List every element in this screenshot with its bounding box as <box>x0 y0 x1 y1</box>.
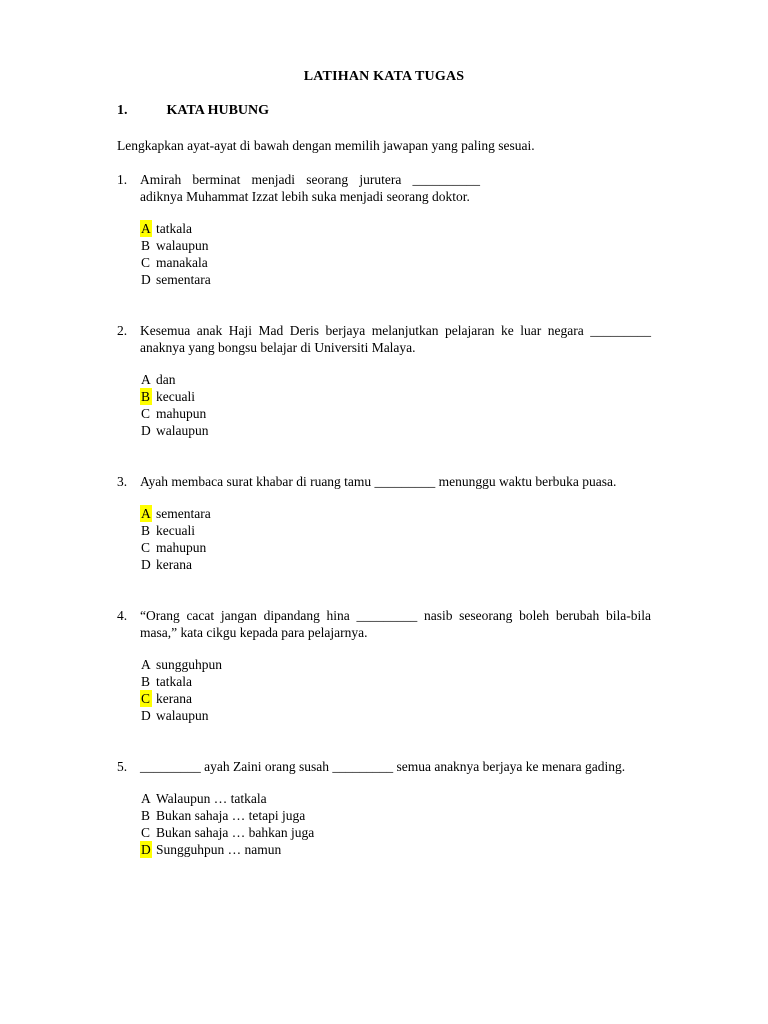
option-letter: C <box>141 825 151 840</box>
option-a[interactable] <box>140 790 651 807</box>
question-text: _________ ayah Zaini orang susah _________ semua anaknya berjaya ke menara gading. <box>140 759 626 774</box>
option-letter: B <box>141 238 151 253</box>
question-1 <box>117 171 651 288</box>
question-number: 3. <box>117 474 128 489</box>
option-text: Bukan sahaja … bahkan juga <box>156 825 315 840</box>
question-number: 1. <box>117 172 128 187</box>
options-list <box>140 790 651 858</box>
section-number: 1. <box>117 103 128 118</box>
question-5 <box>117 758 651 858</box>
option-text: mahupun <box>156 540 207 555</box>
section-title: KATA HUBUNG <box>166 103 270 118</box>
option-text: walaupun <box>156 423 209 438</box>
option-text: sementara <box>156 506 211 521</box>
option-b[interactable] <box>140 807 651 824</box>
option-letter: B <box>141 389 151 404</box>
option-letter: B <box>141 523 151 538</box>
option-letter: A <box>141 372 151 387</box>
section-heading <box>117 102 269 119</box>
question-number: 5. <box>117 759 128 774</box>
options-list <box>140 505 651 573</box>
option-letter: D <box>141 272 151 287</box>
option-c[interactable] <box>140 824 651 841</box>
option-text: sungguhpun <box>156 657 223 672</box>
question-text: “Orang cacat jangan dipandang hina _________ nasib seseorang boleh berubah bila-bila masa,” kata cikgu kepada para pelajarnya. <box>140 608 651 640</box>
option-d[interactable] <box>140 422 651 439</box>
option-a[interactable] <box>140 371 651 388</box>
option-text: tatkala <box>156 221 192 236</box>
instruction-text: Lengkapkan ayat-ayat di bawah dengan memilih jawapan yang paling sesuai. <box>117 138 535 153</box>
option-text: Bukan sahaja … tetapi juga <box>156 808 306 823</box>
option-letter: C <box>141 540 151 555</box>
option-b[interactable] <box>140 388 651 405</box>
option-letter: A <box>141 506 151 521</box>
option-letter: B <box>141 674 151 689</box>
option-c[interactable] <box>140 539 651 556</box>
question-text: Kesemua anak Haji Mad Deris berjaya melanjutkan pelajaran ke luar negara _________ anaknya yang bongsu belajar di Universiti Malaya. <box>140 323 651 355</box>
option-text: kecuali <box>156 523 195 538</box>
option-c[interactable] <box>140 254 651 271</box>
option-c[interactable] <box>140 690 651 707</box>
question-2 <box>117 322 651 439</box>
question-number: 4. <box>117 608 128 623</box>
option-a[interactable] <box>140 656 651 673</box>
option-letter: D <box>141 557 151 572</box>
option-letter: D <box>141 842 151 857</box>
option-text: tatkala <box>156 674 192 689</box>
option-text: walaupun <box>156 708 209 723</box>
option-text: Walaupun … tatkala <box>156 791 267 806</box>
question-number: 2. <box>117 323 128 338</box>
option-d[interactable] <box>140 271 651 288</box>
option-b[interactable] <box>140 522 651 539</box>
option-text: manakala <box>156 255 208 270</box>
options-list <box>140 220 651 288</box>
options-list <box>140 371 651 439</box>
question-text: Amirah berminat menjadi seorang jurutera __________ adiknya Muhammat Izzat lebih suka menjadi seorang doktor. <box>140 172 480 204</box>
option-letter: D <box>141 423 151 438</box>
option-text: sementara <box>156 272 211 287</box>
option-b[interactable] <box>140 673 651 690</box>
option-text: kerana <box>156 557 192 572</box>
option-text: kecuali <box>156 389 195 404</box>
option-letter: C <box>141 406 151 421</box>
option-a[interactable] <box>140 220 651 237</box>
option-text: Sungguhpun … namun <box>156 842 282 857</box>
option-b[interactable] <box>140 237 651 254</box>
document-title: LATIHAN KATA TUGAS <box>303 69 465 84</box>
option-letter: C <box>141 691 151 706</box>
option-letter: D <box>141 708 151 723</box>
option-letter: A <box>141 221 151 236</box>
option-text: walaupun <box>156 238 209 253</box>
option-text: mahupun <box>156 406 207 421</box>
option-letter: A <box>141 657 151 672</box>
question-3 <box>117 473 651 573</box>
option-text: kerana <box>156 691 192 706</box>
option-c[interactable] <box>140 405 651 422</box>
options-list <box>140 656 651 724</box>
question-4 <box>117 607 651 724</box>
option-a[interactable] <box>140 505 651 522</box>
option-letter: B <box>141 808 151 823</box>
question-text: Ayah membaca surat khabar di ruang tamu _________ menunggu waktu berbuka puasa. <box>140 474 617 489</box>
option-d[interactable] <box>140 556 651 573</box>
option-d[interactable] <box>140 707 651 724</box>
option-text: dan <box>156 372 176 387</box>
option-letter: A <box>141 791 151 806</box>
option-d[interactable] <box>140 841 651 858</box>
option-letter: C <box>141 255 151 270</box>
